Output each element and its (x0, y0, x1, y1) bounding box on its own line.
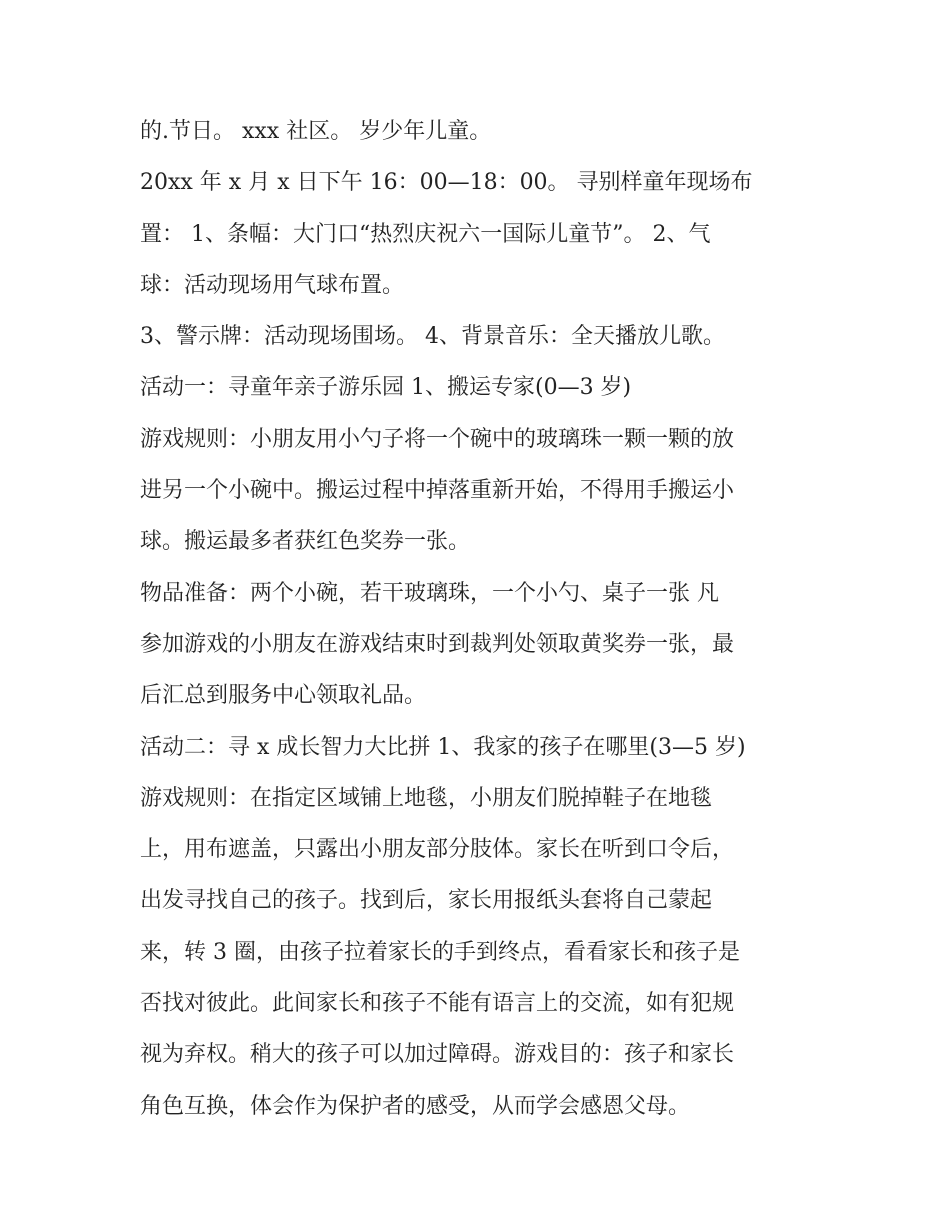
text-line: 后汇总到服务中心领取礼品。 (140, 683, 427, 709)
text-line: 置： 1、条幅：大门口“热烈庆祝六一国际儿童节”。 2、气 (140, 221, 711, 247)
text-line: 视为弃权。稍大的孩子可以加过障碍。游戏目的：孩子和家长 (140, 1042, 735, 1068)
text-line: 上，用布遮盖，只露出小朋友部分肢体。家长在听到口令后， (140, 837, 735, 863)
text-line: 活动一：寻童年亲子游乐园 1、搬运专家(0—3 岁) (140, 375, 632, 401)
text-line: 3、警示牌：活动现场围场。 4、背景音乐：全天播放儿歌。 (140, 324, 725, 350)
text-line: 球。搬运最多者获红色奖券一张。 (140, 529, 471, 555)
text-line: 否找对彼此。此间家长和孩子不能有语言上的交流，如有犯规 (140, 991, 735, 1017)
text-line: 球：活动现场用气球布置。 (140, 272, 405, 298)
text-line: 20xx 年 x 月 x 日下午 16：00—18：00。 寻别样童年现场布 (140, 170, 753, 196)
text-line: 进另一个小碗中。搬运过程中掉落重新开始，不得用手搬运小 (140, 478, 735, 504)
body-text (140, 106, 830, 1132)
text-line: 游戏规则：小朋友用小勺子将一个碗中的玻璃珠一颗一颗的放 (140, 426, 735, 452)
text-line: 参加游戏的小朋友在游戏结束时到裁判处领取黄奖券一张，最 (140, 631, 735, 657)
text-line: 角色互换，体会作为保护者的感受，从而学会感恩父母。 (140, 1093, 691, 1119)
text-line: 活动二：寻 x 成长智力大比拼 1、我家的孩子在哪里(3—5 岁) (140, 734, 746, 760)
text-line: 来，转 3 圈，由孩子拉着家长的手到终点，看看家长和孩子是 (140, 939, 740, 965)
text-line: 的.节日。 xxx 社区。 岁少年儿童。 (140, 119, 492, 144)
text-line: 游戏规则：在指定区域铺上地毯，小朋友们脱掉鞋子在地毯 (140, 785, 713, 811)
text-line: 出发寻找自己的孩子。找到后，家长用报纸头套将自己蒙起 (140, 888, 713, 914)
text-line: 物品准备：两个小碗，若干玻璃珠，一个小勺、桌子一张 凡 (140, 580, 719, 606)
